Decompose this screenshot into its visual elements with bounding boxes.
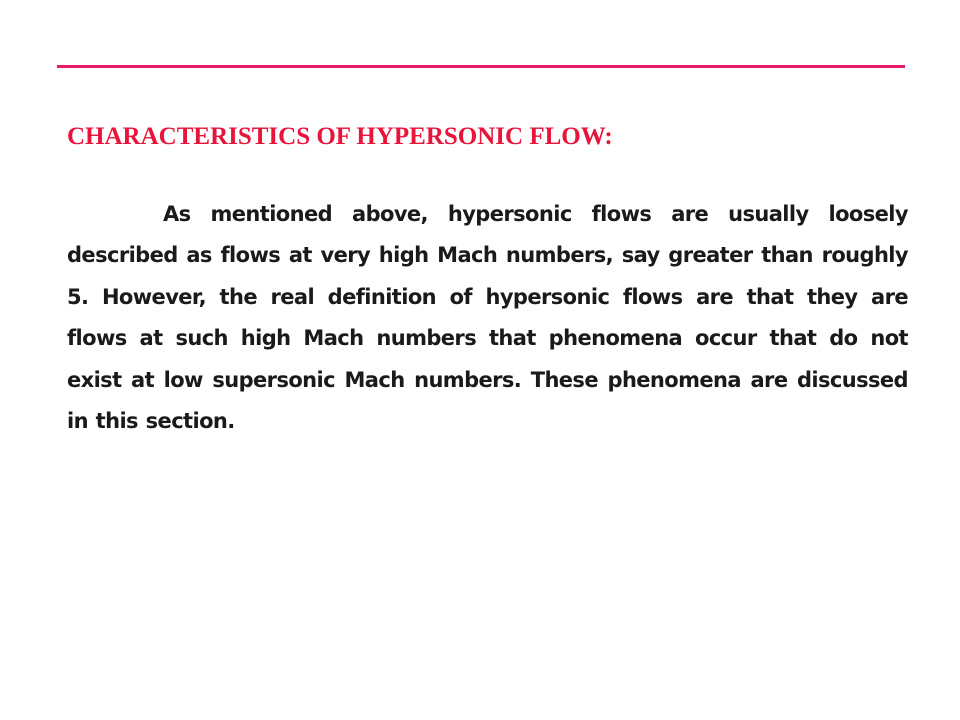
section-heading: CHARACTERISTICS OF HYPERSONIC FLOW:	[67, 123, 613, 150]
top-divider-line	[57, 65, 905, 68]
body-paragraph: As mentioned above, hypersonic flows are usually loosely described as flows at very high Mach numbers, say greater than roughly 5. However, the real definition of hypersonic flows are that they are flows at such high Mach numbers that phenomena occur that do not exist at low supersonic Mach numbers. These phenomena are discussed in this section.	[67, 202, 908, 434]
